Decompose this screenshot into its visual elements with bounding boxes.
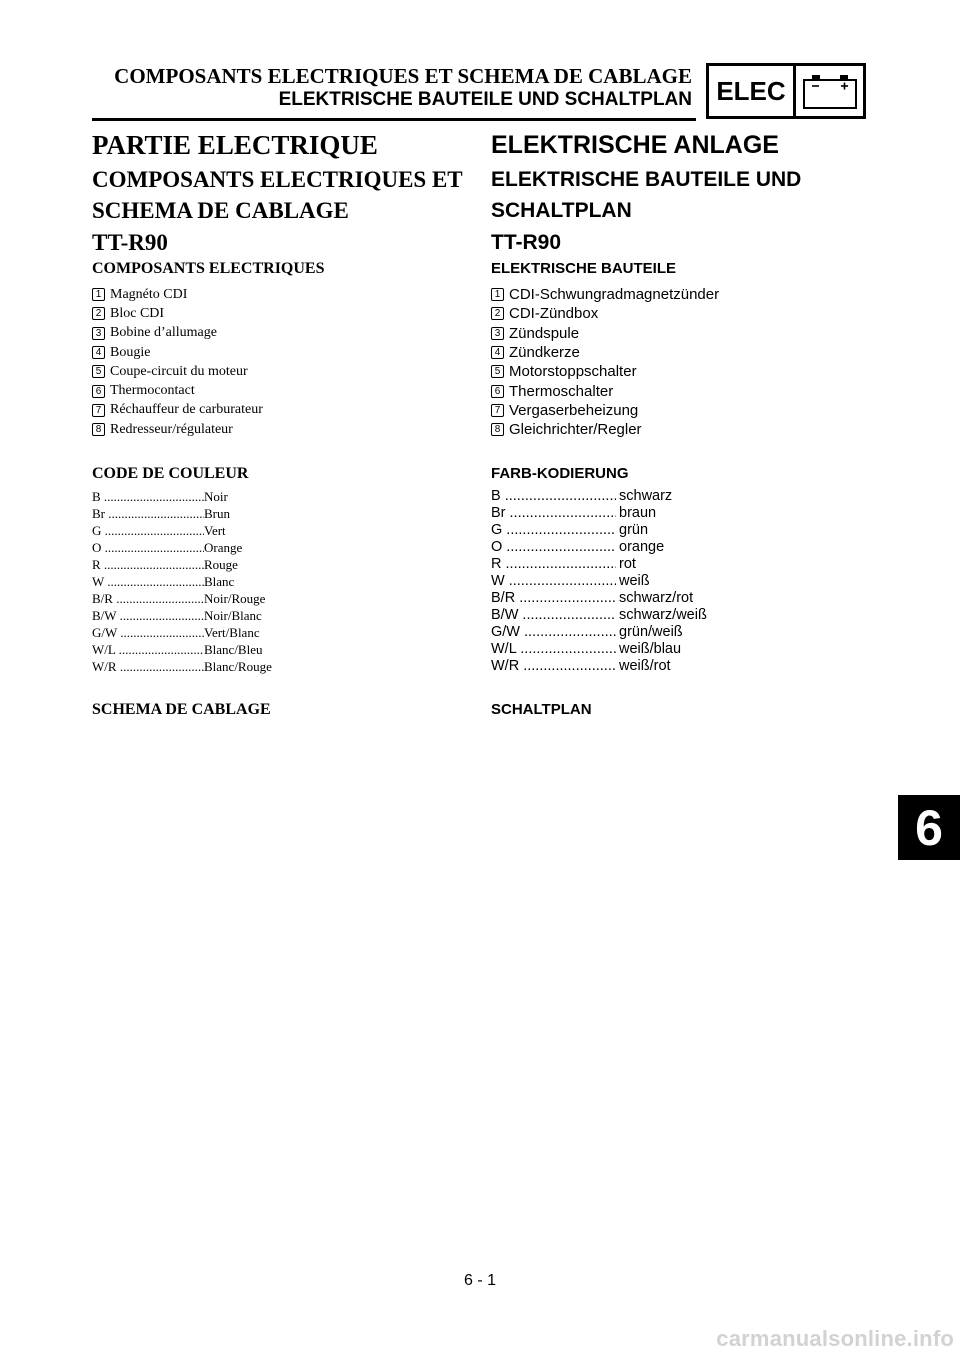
callout-number: 4	[92, 346, 105, 359]
color-name: Vert/Blanc	[204, 625, 260, 641]
part-item	[92, 304, 492, 323]
color-code: B .....	[92, 488, 204, 505]
color-name: Orange	[204, 540, 243, 556]
color-code: Br .....	[92, 505, 204, 522]
callout-number: 8	[92, 423, 105, 436]
color-code-row	[491, 539, 891, 556]
part-label: Vergaserbeheizung	[509, 401, 639, 419]
callout-number: 1	[491, 288, 504, 301]
color-code-row	[491, 658, 891, 675]
heading-elektrische-anlage: ELEKTRISCHE ANLAGE	[491, 131, 779, 159]
color-code-row	[491, 488, 891, 505]
color-code: W/L .....	[92, 641, 204, 658]
color-code-row	[92, 573, 492, 590]
part-label: Gleichrichter/Regler	[509, 421, 642, 439]
color-name: Noir	[204, 489, 228, 505]
part-label: Redresseur/régulateur	[110, 421, 233, 437]
color-name: Brun	[204, 506, 230, 522]
color-name: orange	[619, 539, 665, 556]
color-name: braun	[619, 505, 657, 522]
part-label: Réchauffeur de carburateur	[110, 402, 263, 418]
part-item	[491, 362, 891, 381]
color-code-list	[92, 488, 492, 675]
part-label: Zündkerze	[509, 344, 580, 362]
section-badge-label: ELEC	[709, 66, 796, 116]
part-label: Bloc CDI	[110, 305, 165, 321]
color-name: Noir/Blanc	[204, 608, 262, 624]
callout-number: 2	[92, 307, 105, 320]
part-item	[92, 343, 492, 362]
color-name: schwarz/rot	[619, 590, 694, 607]
callout-number: 3	[92, 327, 105, 340]
color-code-row	[92, 488, 492, 505]
part-label: Thermocontact	[110, 383, 195, 399]
callout-number: 6	[491, 385, 504, 398]
heading-components-line1: ELEKTRISCHE BAUTEILE UND	[491, 168, 802, 191]
heading-model: TT-R90	[491, 231, 562, 254]
part-item	[92, 362, 492, 381]
color-code-row	[92, 505, 492, 522]
heading-partie-electrique: PARTIE ELECTRIQUE	[92, 130, 378, 160]
color-code: W/R .....	[491, 658, 616, 675]
color-name: rot	[619, 556, 636, 573]
color-name: schwarz/weiß	[619, 607, 707, 624]
callout-number: 1	[92, 288, 105, 301]
part-item	[491, 401, 891, 420]
callout-number: 6	[92, 385, 105, 398]
column-french	[92, 126, 492, 720]
color-name: Vert	[204, 523, 226, 539]
heading-wiring-diagram: SCHALTPLAN	[491, 701, 592, 719]
color-code: B/R .....	[491, 590, 616, 607]
color-name: schwarz	[619, 488, 673, 505]
heading-color-code: FARB-KODIERUNG	[491, 465, 629, 483]
part-label: CDI-Schwungradmagnetzünder	[509, 286, 720, 304]
part-item	[491, 343, 891, 362]
color-code: O .....	[491, 539, 616, 556]
part-item	[491, 285, 891, 304]
heading-parts: COMPOSANTS ELECTRIQUES	[92, 260, 325, 277]
color-name: Blanc	[204, 574, 235, 590]
header-title-fr: COMPOSANTS ELECTRIQUES ET SCHEMA DE CABLAGE	[114, 64, 692, 88]
header-title-de: ELEKTRISCHE BAUTEILE UND SCHALTPLAN	[278, 89, 692, 110]
heading-components-line2: SCHALTPLAN	[491, 199, 632, 222]
callout-number: 2	[491, 307, 504, 320]
color-code: G .....	[491, 522, 616, 539]
callout-number: 5	[491, 365, 504, 378]
color-name: weiß	[619, 573, 650, 590]
callout-number: 4	[491, 346, 504, 359]
battery-icon	[796, 66, 863, 116]
color-code: W/R .....	[92, 658, 204, 675]
color-code: W .....	[92, 573, 204, 590]
part-label: Zündspule	[509, 324, 580, 342]
color-code-row	[92, 641, 492, 658]
color-code: B/R .....	[92, 590, 204, 607]
color-code: B/W .....	[92, 607, 204, 624]
part-item	[92, 285, 492, 304]
part-label: CDI-Zündbox	[509, 305, 599, 323]
color-code-row	[92, 522, 492, 539]
color-name: Rouge	[204, 557, 238, 573]
color-code-row	[491, 607, 891, 624]
color-code: W .....	[491, 573, 616, 590]
part-label: Magnéto CDI	[110, 286, 188, 302]
callout-number: 5	[92, 365, 105, 378]
color-code-row	[92, 539, 492, 556]
parts-list	[491, 285, 891, 439]
color-code: R .....	[92, 556, 204, 573]
color-code-row	[491, 590, 891, 607]
callout-number: 7	[92, 404, 105, 417]
heading-parts: ELEKTRISCHE BAUTEILE	[491, 260, 677, 277]
callout-number: 8	[491, 423, 504, 436]
color-code-row	[92, 590, 492, 607]
part-label: Thermoschalter	[509, 382, 614, 400]
color-code-row	[92, 556, 492, 573]
color-code-row	[491, 624, 891, 641]
part-item	[92, 381, 492, 400]
color-name: Blanc/Rouge	[204, 659, 272, 675]
part-label: Bobine d’allumage	[110, 325, 217, 341]
part-item	[491, 304, 891, 323]
heading-model: TT-R90	[92, 230, 168, 255]
part-label: Motorstoppschalter	[509, 363, 637, 381]
color-name: weiß/rot	[619, 658, 671, 675]
color-code-row	[491, 505, 891, 522]
part-item	[92, 324, 492, 343]
part-item	[92, 420, 492, 439]
color-name: grün	[619, 522, 649, 539]
column-german	[491, 126, 891, 720]
color-code-row	[491, 522, 891, 539]
heading-color-code: CODE DE COULEUR	[92, 465, 249, 483]
color-code-row	[491, 641, 891, 658]
callout-number: 3	[491, 327, 504, 340]
color-code: G .....	[92, 522, 204, 539]
color-code: R .....	[491, 556, 616, 573]
part-item	[491, 324, 891, 343]
color-name: grün/weiß	[619, 624, 683, 641]
callout-number: 7	[491, 404, 504, 417]
color-code-row	[92, 658, 492, 675]
chapter-tab: 6	[898, 795, 960, 860]
part-item	[491, 381, 891, 400]
color-code: G/W .....	[491, 624, 616, 641]
color-code: B/W .....	[491, 607, 616, 624]
parts-list	[92, 285, 492, 439]
heading-components-line2: SCHEMA DE CABLAGE	[92, 198, 349, 223]
color-code-list	[491, 488, 891, 675]
page-number: 6 - 1	[463, 1272, 496, 1289]
color-name: Noir/Rouge	[204, 591, 266, 607]
part-label: Bougie	[110, 344, 151, 360]
color-code-row	[491, 573, 891, 590]
watermark: carmanualsonline.info	[716, 1326, 954, 1351]
color-code-row	[92, 607, 492, 624]
header-rule	[92, 118, 696, 121]
section-badge	[706, 63, 866, 119]
color-code-row	[491, 556, 891, 573]
part-label: Coupe-circuit du moteur	[110, 363, 248, 379]
color-code: B .....	[491, 488, 616, 505]
color-code: O .....	[92, 539, 204, 556]
heading-wiring-diagram: SCHEMA DE CABLAGE	[92, 701, 271, 719]
part-item	[92, 401, 492, 420]
part-item	[491, 420, 891, 439]
color-code: G/W .....	[92, 624, 204, 641]
color-name: Blanc/Bleu	[204, 642, 263, 658]
color-code: W/L .....	[491, 641, 616, 658]
heading-components-line1: COMPOSANTS ELECTRIQUES ET	[92, 167, 463, 192]
color-name: weiß/blau	[619, 641, 682, 658]
color-code: Br .....	[491, 505, 616, 522]
color-code-row	[92, 624, 492, 641]
